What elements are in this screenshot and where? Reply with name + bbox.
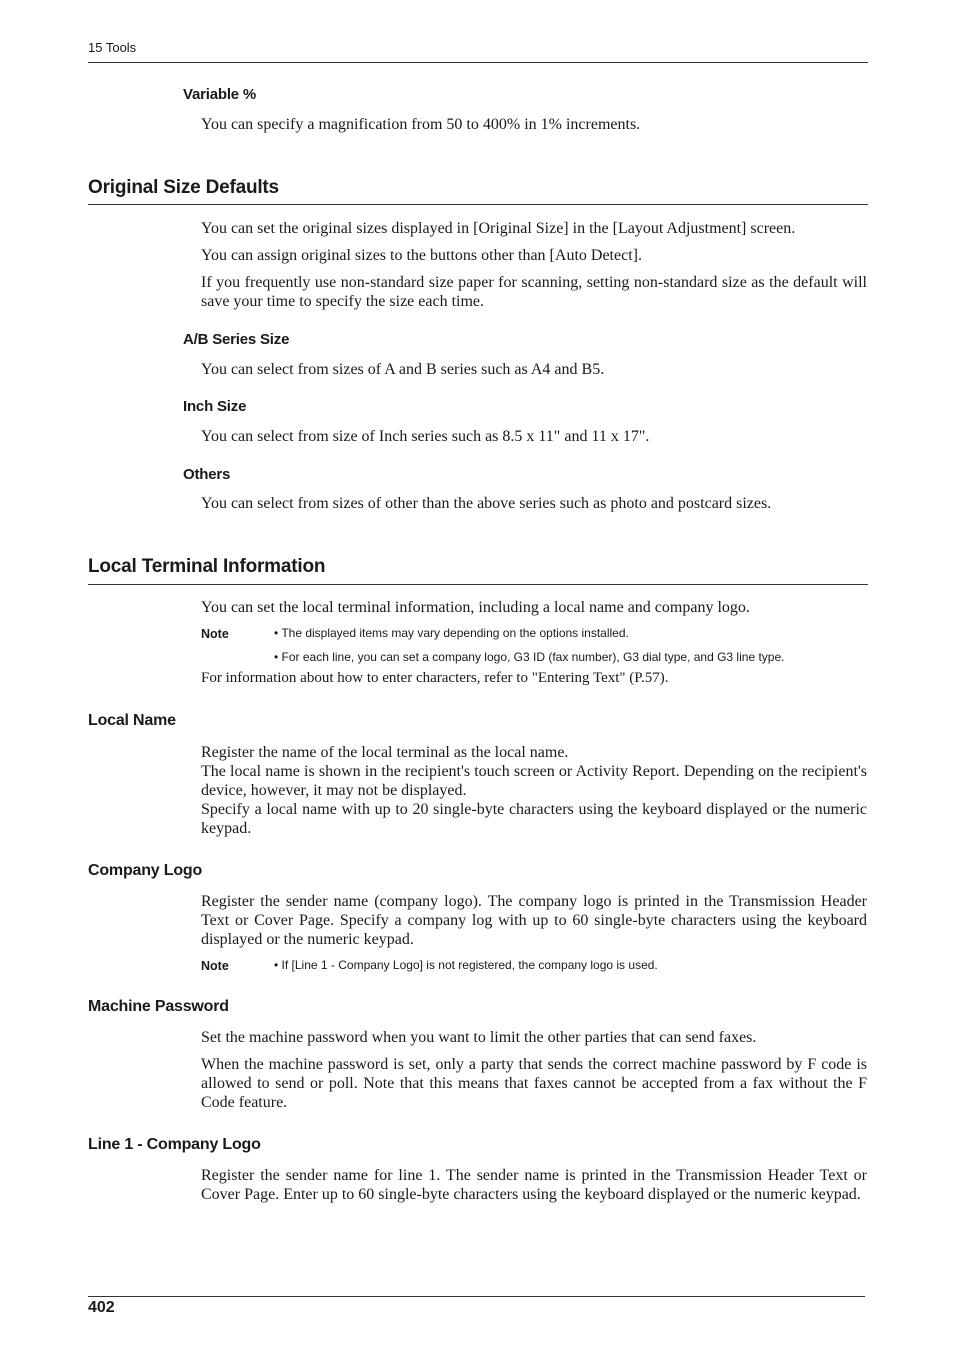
heading-variable: Variable % xyxy=(183,86,257,103)
ab-series-text: You can select from sizes of A and B series such as A4 and B5. xyxy=(201,361,605,378)
running-header: 15 Tools xyxy=(88,40,137,55)
section-rule xyxy=(88,584,868,585)
heading-original-size-defaults: Original Size Defaults xyxy=(88,177,279,198)
heading-inch-size: Inch Size xyxy=(183,398,247,415)
machine-password-p2: When the machine password is set, only a party that sends the correct machine password by F code is allowed to send or poll. Note that this means that faxes cannot be accepted from a fax without the F Code feature. xyxy=(201,1056,867,1111)
page-number: 402 xyxy=(88,1299,115,1316)
local-name-line2: The local name is shown in the recipient's touch screen or Activity Report. Depending on the recipient's device, however, it may not be displayed. xyxy=(201,763,867,799)
local-name-line1: Register the name of the local terminal as the local name. xyxy=(201,744,569,761)
header-rule xyxy=(88,62,868,63)
original-size-p2: You can assign original sizes to the buttons other than [Auto Detect]. xyxy=(201,247,642,264)
section-rule xyxy=(88,204,868,205)
original-size-p1: You can set the original sizes displayed in [Original Size] in the [Layout Adjustment] screen. xyxy=(201,220,796,237)
note-label: Note xyxy=(201,627,229,641)
heading-local-terminal: Local Terminal Information xyxy=(88,556,326,577)
note-item: • For each line, you can set a company logo, G3 ID (fax number), G3 dial type, and G3 line type. xyxy=(274,650,785,664)
note-item: • If [Line 1 - Company Logo] is not registered, the company logo is used. xyxy=(274,958,658,972)
line1-company-logo-text: Register the sender name for line 1. The sender name is printed in the Transmission Header Text or Cover Page. Enter up to 60 single-byte characters using the keyboard displayed or the numeric keypad. xyxy=(201,1167,867,1203)
original-size-p3: If you frequently use non-standard size paper for scanning, setting non-standard size as the default will save your time to specify the size each time. xyxy=(201,274,867,310)
heading-machine-password: Machine Password xyxy=(88,998,229,1015)
company-logo-text: Register the sender name (company logo). The company logo is printed in the Transmission Header Text or Cover Page. Specify a company log with up to 60 single-byte characters using the keyboard displayed or the numeric keypad. xyxy=(201,893,867,948)
others-text: You can select from sizes of other than the above series such as photo and postcard sizes. xyxy=(201,495,772,512)
machine-password-p1: Set the machine password when you want to limit the other parties that can send faxes. xyxy=(201,1029,757,1046)
inch-size-text: You can select from size of Inch series such as 8.5 x 11" and 11 x 17". xyxy=(201,428,650,445)
heading-line1-company-logo: Line 1 - Company Logo xyxy=(88,1136,261,1153)
heading-local-name: Local Name xyxy=(88,712,176,729)
note-item: • The displayed items may vary depending on the options installed. xyxy=(274,626,629,640)
note-label: Note xyxy=(201,959,229,973)
entering-text-reference: For information about how to enter characters, refer to "Entering Text" (P.57). xyxy=(201,670,669,686)
heading-ab-series: A/B Series Size xyxy=(183,331,290,348)
variable-text: You can specify a magnification from 50 to 400% in 1% increments. xyxy=(201,116,641,133)
heading-others: Others xyxy=(183,466,231,483)
footer-rule xyxy=(88,1296,865,1297)
heading-company-logo: Company Logo xyxy=(88,862,203,879)
local-terminal-intro: You can set the local terminal information, including a local name and company logo. xyxy=(201,599,750,616)
local-name-line3: Specify a local name with up to 20 single-byte characters using the keyboard displayed or the numeric keypad. xyxy=(201,801,867,837)
